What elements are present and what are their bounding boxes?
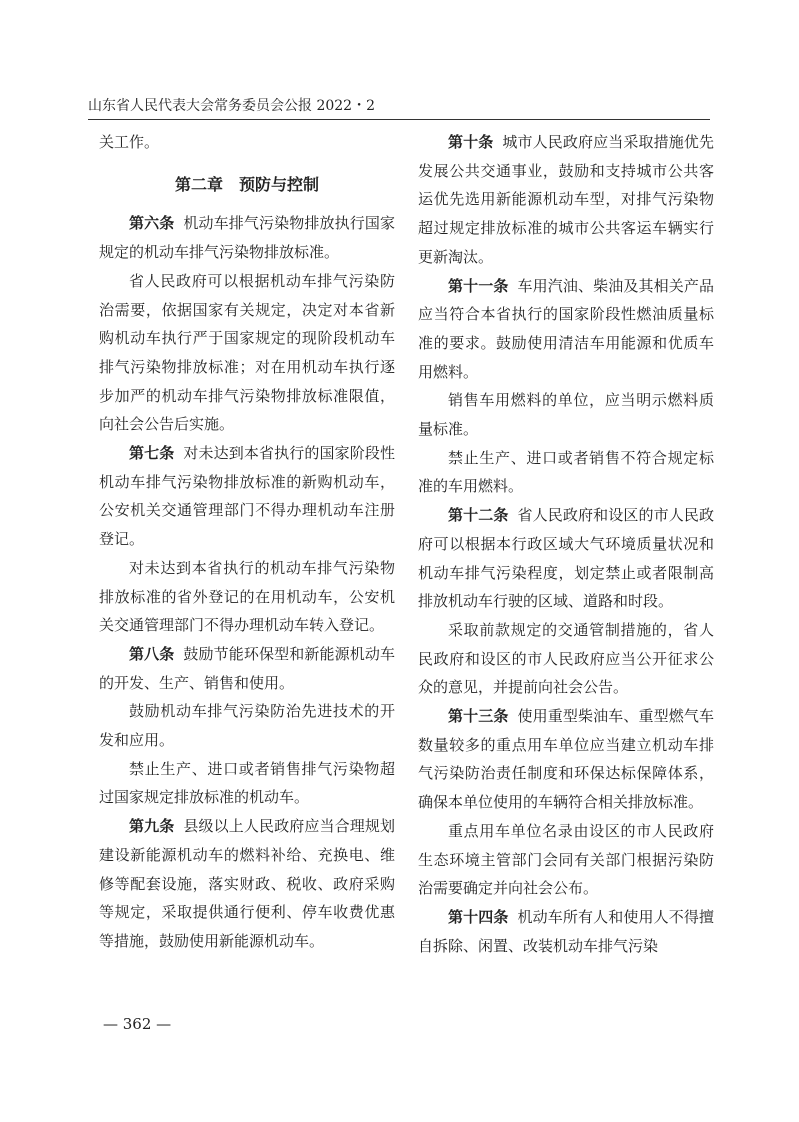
article-text: 城市人民政府应当采取措施优先发展公共交通事业，鼓励和支持城市公共客运优先选用新能源机动车型，对排气污染物超过规定排放标准的城市公共客运车辆实行更新淘汰。 (418, 133, 714, 266)
article-14 (418, 903, 714, 960)
header-rule (88, 119, 710, 120)
article-6 (99, 209, 395, 266)
paragraph: 禁止生产、进口或者销售排气污染物超过国家规定排放标准的机动车。 (99, 759, 395, 807)
article-8 (99, 640, 395, 697)
running-header: 山东省人民代表大会常务委员会公报 2022・2 (88, 98, 375, 114)
article-label: 第八条 (129, 644, 175, 663)
article-label: 第十一条 (448, 276, 509, 295)
paragraph: 禁止生产、进口或者销售不符合规定标准的车用燃料。 (418, 448, 714, 496)
article-text: 机动车排气污染物排放执行国家规定的机动车排气污染物排放标准。 (99, 214, 395, 262)
article-text: 省人民政府和设区的市人民政府可以根据本行政区域大气环境质量状况和机动车排气污染程度，划定禁止或者限制高排放机动车行驶的区域、道路和时段。 (418, 506, 714, 611)
article-label: 第七条 (129, 444, 175, 463)
article-label: 第十条 (448, 133, 494, 151)
paragraph: 鼓励机动车排气污染防治先进技术的开发和应用。 (99, 702, 395, 750)
page-number: — 362 — (103, 1015, 172, 1033)
article-label: 第六条 (129, 214, 175, 233)
article-7 (99, 439, 395, 554)
article-text: 使用重型柴油车、重型燃气车数量较多的重点用车单位应当建立机动车排气污染防治责任制度和环保达标保障体系，确保本单位使用的车辆符合相关排放标准。 (418, 707, 714, 812)
paragraph: 采取前款规定的交通管制措施的，省人民政府和设区的市人民政府应当公开征求公众的意见，并提前向社会公告。 (418, 620, 714, 697)
article-label: 第十三条 (448, 707, 509, 726)
continuation-text: 关工作。 (99, 133, 160, 151)
article-label: 第十二条 (448, 506, 509, 525)
chapter-heading: 第二章 预防与控制 (174, 174, 319, 194)
left-column (99, 128, 395, 956)
article-13 (418, 702, 714, 817)
paragraph: 销售车用燃料的单位，应当明示燃料质量标准。 (418, 391, 714, 439)
paragraph: 重点用车单位名录由设区的市人民政府生态环境主管部门会同有关部门根据污染防治需要确定并向社会公布。 (418, 821, 714, 898)
article-text: 鼓励节能环保型和新能源机动车的开发、生产、销售和使用。 (99, 644, 395, 692)
article-9 (99, 812, 395, 956)
article-10 (418, 128, 714, 272)
paragraph: 省人民政府可以根据机动车排气污染防治需要，依据国家有关规定，决定对本省新购机动车执行严于国家规定的现阶段机动车排气污染物排放标准；对在用机动车执行逐步加严的机动车排气污染物排放标准限值，向社会公告后实施。 (99, 271, 395, 434)
article-text: 车用汽油、柴油及其相关产品应当符合本省执行的国家阶段性燃油质量标准的要求。鼓励使用清洁车用能源和优质车用燃料。 (418, 276, 714, 381)
article-label: 第十四条 (448, 907, 509, 926)
article-label: 第九条 (129, 817, 175, 836)
paragraph: 对未达到本省执行的机动车排气污染物排放标准的省外登记的在用机动车，公安机关交通管理部门不得办理机动车转入登记。 (99, 558, 395, 635)
article-12 (418, 501, 714, 616)
article-11 (418, 272, 714, 387)
right-column (418, 128, 714, 960)
article-text: 机动车所有人和使用人不得擅自拆除、闲置、改装机动车排气污染 (418, 907, 714, 955)
article-text: 县级以上人民政府应当合理规划建设新能源机动车的燃料补给、充换电、维修等配套设施，落实财政、税收、政府采购等规定，采取提供通行便利、停车收费优惠等措施，鼓励使用新能源机动车。 (99, 817, 395, 950)
article-text: 对未达到本省执行的国家阶段性机动车排气污染物排放标准的新购机动车，公安机关交通管理部门不得办理机动车注册登记。 (99, 444, 395, 549)
